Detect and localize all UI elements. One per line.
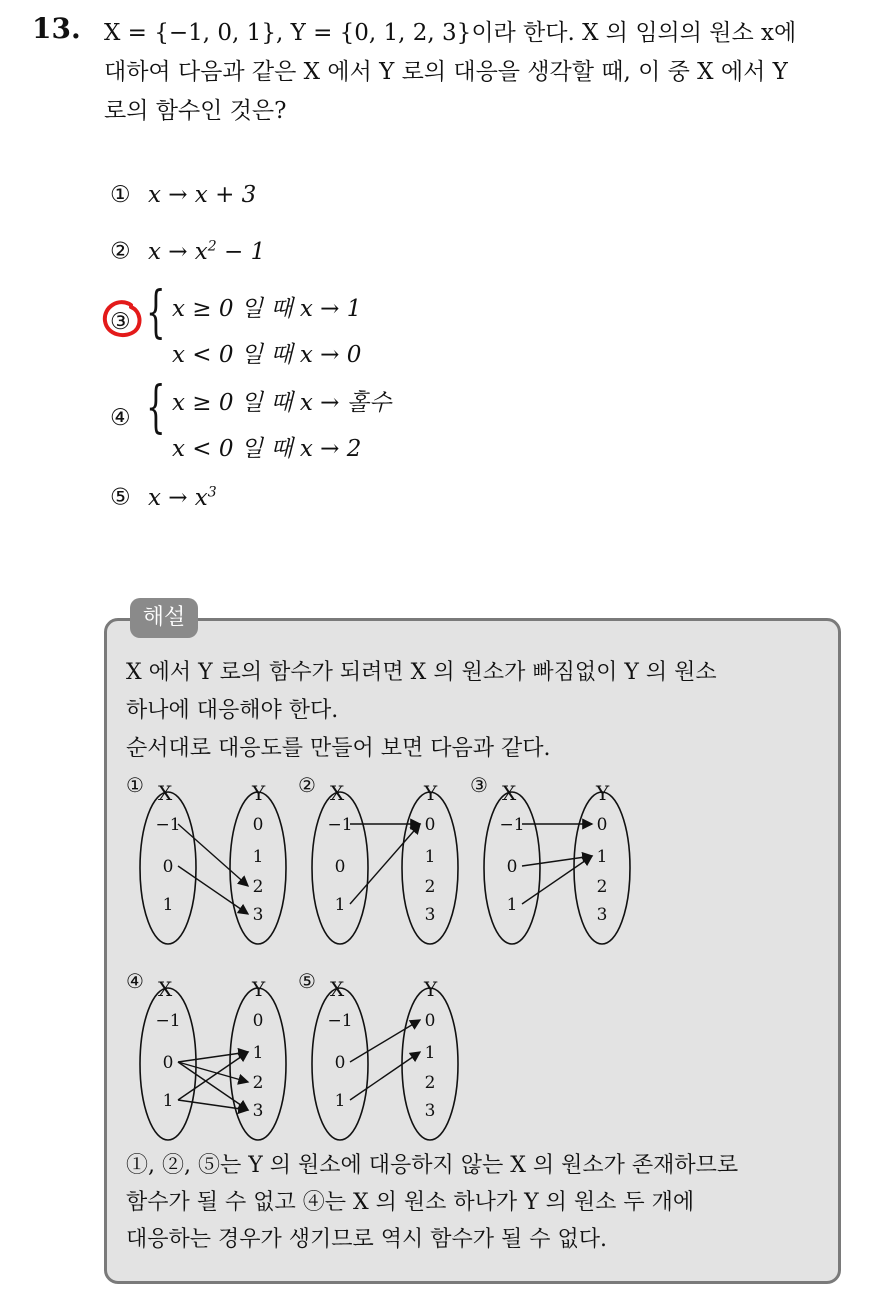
mapping-arrow: [178, 1052, 248, 1062]
x-element: −1: [327, 1011, 353, 1031]
y-element: 2: [424, 877, 436, 897]
choice-1[interactable]: [110, 182, 256, 208]
x-element: 1: [334, 1091, 346, 1111]
diagram-label: ②: [298, 773, 316, 797]
set-x-label: X: [330, 781, 345, 805]
choice-3-mark[interactable]: ③: [110, 309, 131, 335]
choice-5[interactable]: [110, 484, 217, 511]
x-element: −1: [327, 815, 353, 835]
conclusion-line-1: ①, ②, ⑤는 Y 의 원소에 대응하지 않는 X 의 원소가 존재하므로: [126, 1153, 739, 1178]
explanation-line-2: 하나에 대응해야 한다.: [126, 698, 339, 723]
choice-4-mark[interactable]: ④: [110, 405, 131, 431]
x-element: −1: [155, 1011, 181, 1031]
y-element: 1: [252, 847, 264, 867]
question-line-2: 대하여 다음과 같은 X 에서 Y 로의 대응을 생각할 때, 이 중 X 에서 Y: [104, 59, 788, 85]
y-element: 2: [252, 1073, 264, 1093]
y-element: 0: [424, 815, 436, 835]
y-element: 0: [596, 815, 608, 835]
mapping-arrow: [178, 824, 248, 886]
choice-2-expression: $x \to x^2 - 1$: [147, 238, 266, 265]
set-x-label: X: [158, 781, 173, 805]
mapping-arrow: [350, 1052, 420, 1100]
y-element: 3: [252, 905, 264, 925]
y-element: 1: [252, 1043, 264, 1063]
x-element: 0: [334, 1053, 346, 1073]
choice-3-line-1: x ≥ 0 일 때 x → 1: [172, 296, 362, 322]
y-element: 0: [424, 1011, 436, 1031]
mapping-arrow: [178, 1052, 248, 1100]
y-element: 2: [424, 1073, 436, 1093]
mapping-arrow: [350, 824, 420, 904]
question-number: 13.: [32, 12, 81, 45]
choice-5-expression: $x \to x^3$: [147, 484, 217, 511]
choice-3-line-2: x < 0 일 때 x → 0: [172, 342, 362, 368]
diagram-label: ③: [470, 773, 488, 797]
question-line-1: X = {−1, 0, 1}, Y = {0, 1, 2, 3}이라 한다. X 의 임의의 원소 x에: [104, 20, 797, 46]
mapping-arrow: [178, 1100, 248, 1110]
choice-5-mark: ⑤: [110, 484, 131, 511]
mapping-diagram-4: [122, 968, 282, 1148]
question-line-3: 로의 함수인 것은?: [104, 98, 287, 124]
x-element: 1: [162, 1091, 174, 1111]
mapping-arrow: [178, 1062, 248, 1110]
mapping-arrow: [350, 1020, 420, 1062]
set-y-label: Y: [252, 977, 266, 1001]
choice-2-mark: ②: [110, 238, 131, 265]
x-element: 1: [334, 895, 346, 915]
diagram-label: ④: [126, 969, 144, 993]
y-element: 0: [252, 815, 264, 835]
x-element: −1: [499, 815, 525, 835]
y-element: 1: [424, 847, 436, 867]
set-x-label: X: [330, 977, 345, 1001]
conclusion-line-3: 대응하는 경우가 생기므로 역시 함수가 될 수 없다.: [126, 1227, 607, 1252]
x-element: 0: [506, 857, 518, 877]
choice-4-line-1: x ≥ 0 일 때 x → 홀수: [172, 390, 392, 416]
mapping-diagram-2: [294, 772, 454, 952]
y-element: 3: [252, 1101, 264, 1121]
mapping-arrow: [178, 866, 248, 914]
conclusion-line-2: 함수가 될 수 없고 ④는 X 의 원소 하나가 Y 의 원소 두 개에: [126, 1190, 695, 1215]
y-element: 3: [424, 905, 436, 925]
y-element: 2: [252, 877, 264, 897]
set-x-label: X: [158, 977, 173, 1001]
x-element: 0: [334, 857, 346, 877]
y-element: 3: [424, 1101, 436, 1121]
x-element: 1: [506, 895, 518, 915]
x-element: 0: [162, 857, 174, 877]
explanation-line-3: 순서대로 대응도를 만들어 보면 다음과 같다.: [126, 736, 551, 761]
diagram-label: ①: [126, 773, 144, 797]
set-y-label: Y: [252, 781, 266, 805]
mapping-diagram-1: [122, 772, 282, 952]
choice-1-mark: ①: [110, 182, 131, 208]
choice-4-brace: {: [146, 375, 166, 440]
choice-1-expression: x → x + 3: [147, 182, 257, 208]
set-y-label: Y: [424, 781, 438, 805]
choice-3-brace: {: [146, 280, 166, 345]
y-element: 0: [252, 1011, 264, 1031]
choice-2[interactable]: [110, 238, 265, 265]
diagram-label: ⑤: [298, 969, 316, 993]
y-element: 1: [596, 847, 608, 867]
mapping-arrow: [522, 856, 592, 904]
y-element: 2: [596, 877, 608, 897]
x-element: 1: [162, 895, 174, 915]
mapping-diagram-3: [466, 772, 626, 952]
mapping-arrow: [522, 856, 592, 866]
y-element: 3: [596, 905, 608, 925]
explanation-tag: 해설: [130, 598, 198, 638]
x-element: −1: [155, 815, 181, 835]
explanation-line-1: X 에서 Y 로의 함수가 되려면 X 의 원소가 빠짐없이 Y 의 원소: [126, 660, 717, 685]
y-element: 1: [424, 1043, 436, 1063]
mapping-arrow: [178, 1062, 248, 1082]
set-y-label: Y: [424, 977, 438, 1001]
x-element: 0: [162, 1053, 174, 1073]
set-x-label: X: [502, 781, 517, 805]
mapping-diagram-5: [294, 968, 454, 1148]
set-y-label: Y: [596, 781, 610, 805]
choice-4-line-2: x < 0 일 때 x → 2: [172, 436, 362, 462]
